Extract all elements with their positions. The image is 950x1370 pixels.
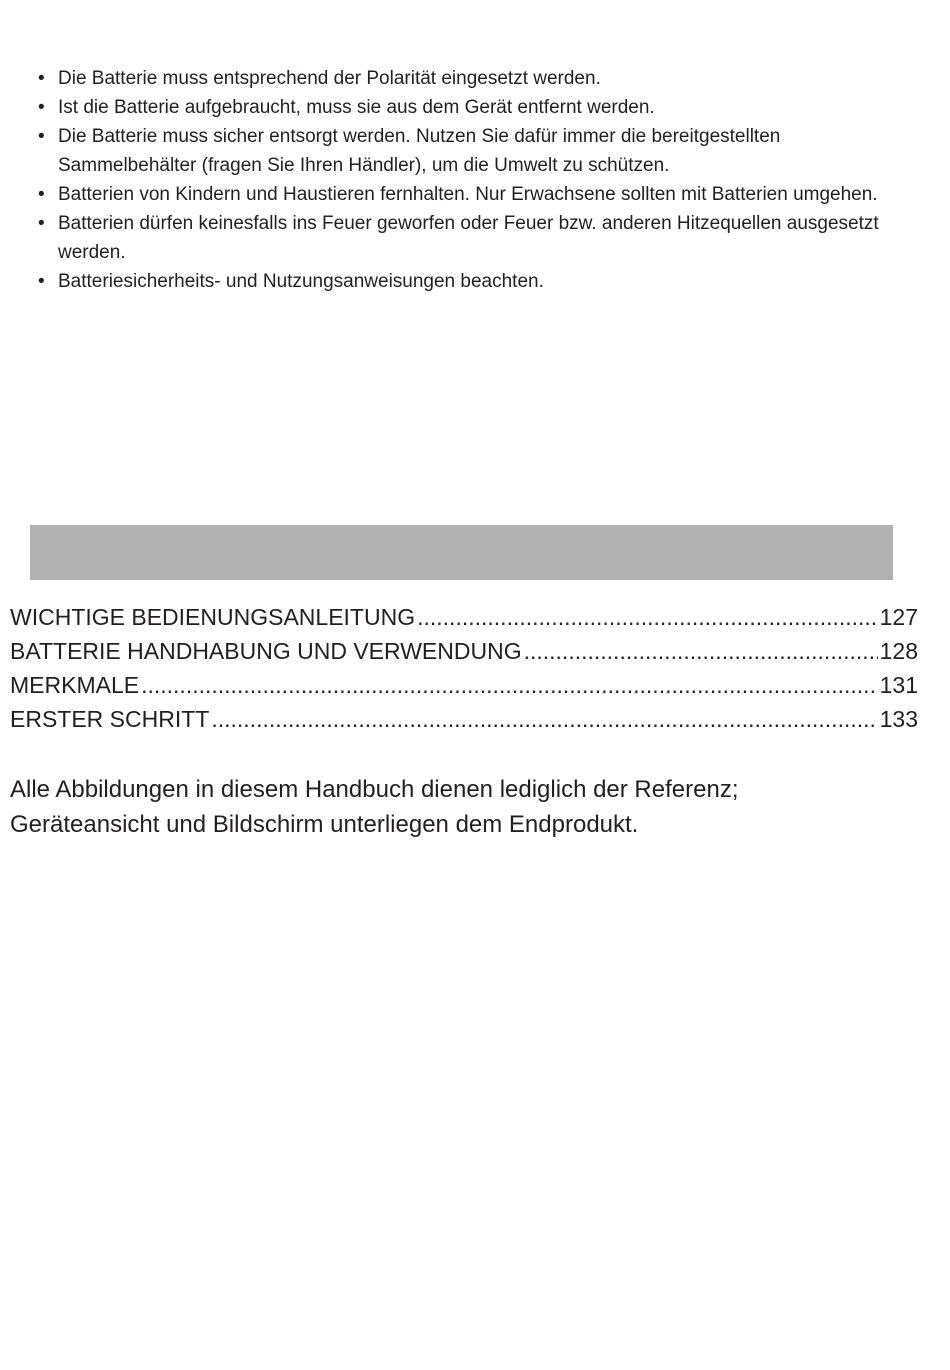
bullet-icon: •: [38, 271, 45, 292]
table-of-contents: [10, 600, 918, 736]
toc-leader-dots: [524, 634, 878, 668]
bullet-text: Batteriesicherheits- und Nutzungsanweisungen beachten.: [58, 271, 544, 292]
battery-safety-list: [38, 64, 918, 296]
toc-entry-page: 128: [879, 638, 918, 664]
bullet-icon: •: [38, 68, 45, 89]
toc-entry[interactable]: [10, 668, 918, 702]
toc-leader-dots: [141, 668, 878, 702]
toc-entry[interactable]: [10, 634, 918, 668]
bullet-text: Die Batterie muss sicher entsorgt werden. Nutzen Sie dafür immer die bereitgestellten Sammelbehälter (fragen Sie Ihren Händler), um die Umwelt zu schützen.: [58, 126, 781, 176]
bullet-icon: •: [38, 213, 45, 234]
bullet-text: Batterien von Kindern und Haustieren fernhalten. Nur Erwachsene sollten mit Batterien umgehen.: [58, 184, 878, 205]
toc-entry[interactable]: [10, 600, 918, 634]
toc-entry-title: BATTERIE HANDHABUNG UND VERWENDUNG: [10, 638, 522, 664]
list-item: [38, 267, 918, 296]
toc-leader-dots: [211, 702, 877, 736]
toc-entry-title: WICHTIGE BEDIENUNGSANLEITUNG: [10, 604, 416, 630]
bullet-icon: •: [38, 126, 45, 147]
section-divider-bar: [30, 525, 893, 580]
bullet-text: Die Batterie muss entsprechend der Polarität eingesetzt werden.: [58, 68, 601, 89]
toc-entry-title: ERSTER SCHRITT: [10, 706, 210, 732]
toc-entry-title: MERKMALE: [10, 672, 140, 698]
bullet-icon: •: [38, 97, 45, 118]
bullet-text: Ist die Batterie aufgebraucht, muss sie aus dem Gerät entfernt werden.: [58, 97, 655, 118]
disclaimer-line: Geräteansicht und Bildschirm unterliegen dem Endprodukt.: [10, 811, 639, 838]
list-item: [38, 93, 918, 122]
bullet-icon: •: [38, 184, 45, 205]
list-item: [38, 180, 918, 209]
illustration-disclaimer: [10, 772, 910, 842]
toc-entry-page: 131: [879, 672, 918, 698]
toc-entry[interactable]: [10, 702, 918, 736]
list-item: [38, 122, 918, 180]
toc-entry-page: 127: [879, 604, 918, 630]
toc-entry-page: 133: [879, 706, 918, 732]
bullet-text: Batterien dürfen keinesfalls ins Feuer geworfen oder Feuer bzw. anderen Hitzequellen ausgesetzt werden.: [58, 213, 879, 263]
list-item: [38, 209, 918, 267]
disclaimer-line: Alle Abbildungen in diesem Handbuch dienen lediglich der Referenz;: [10, 776, 739, 803]
toc-leader-dots: [417, 600, 878, 634]
list-item: [38, 64, 918, 93]
